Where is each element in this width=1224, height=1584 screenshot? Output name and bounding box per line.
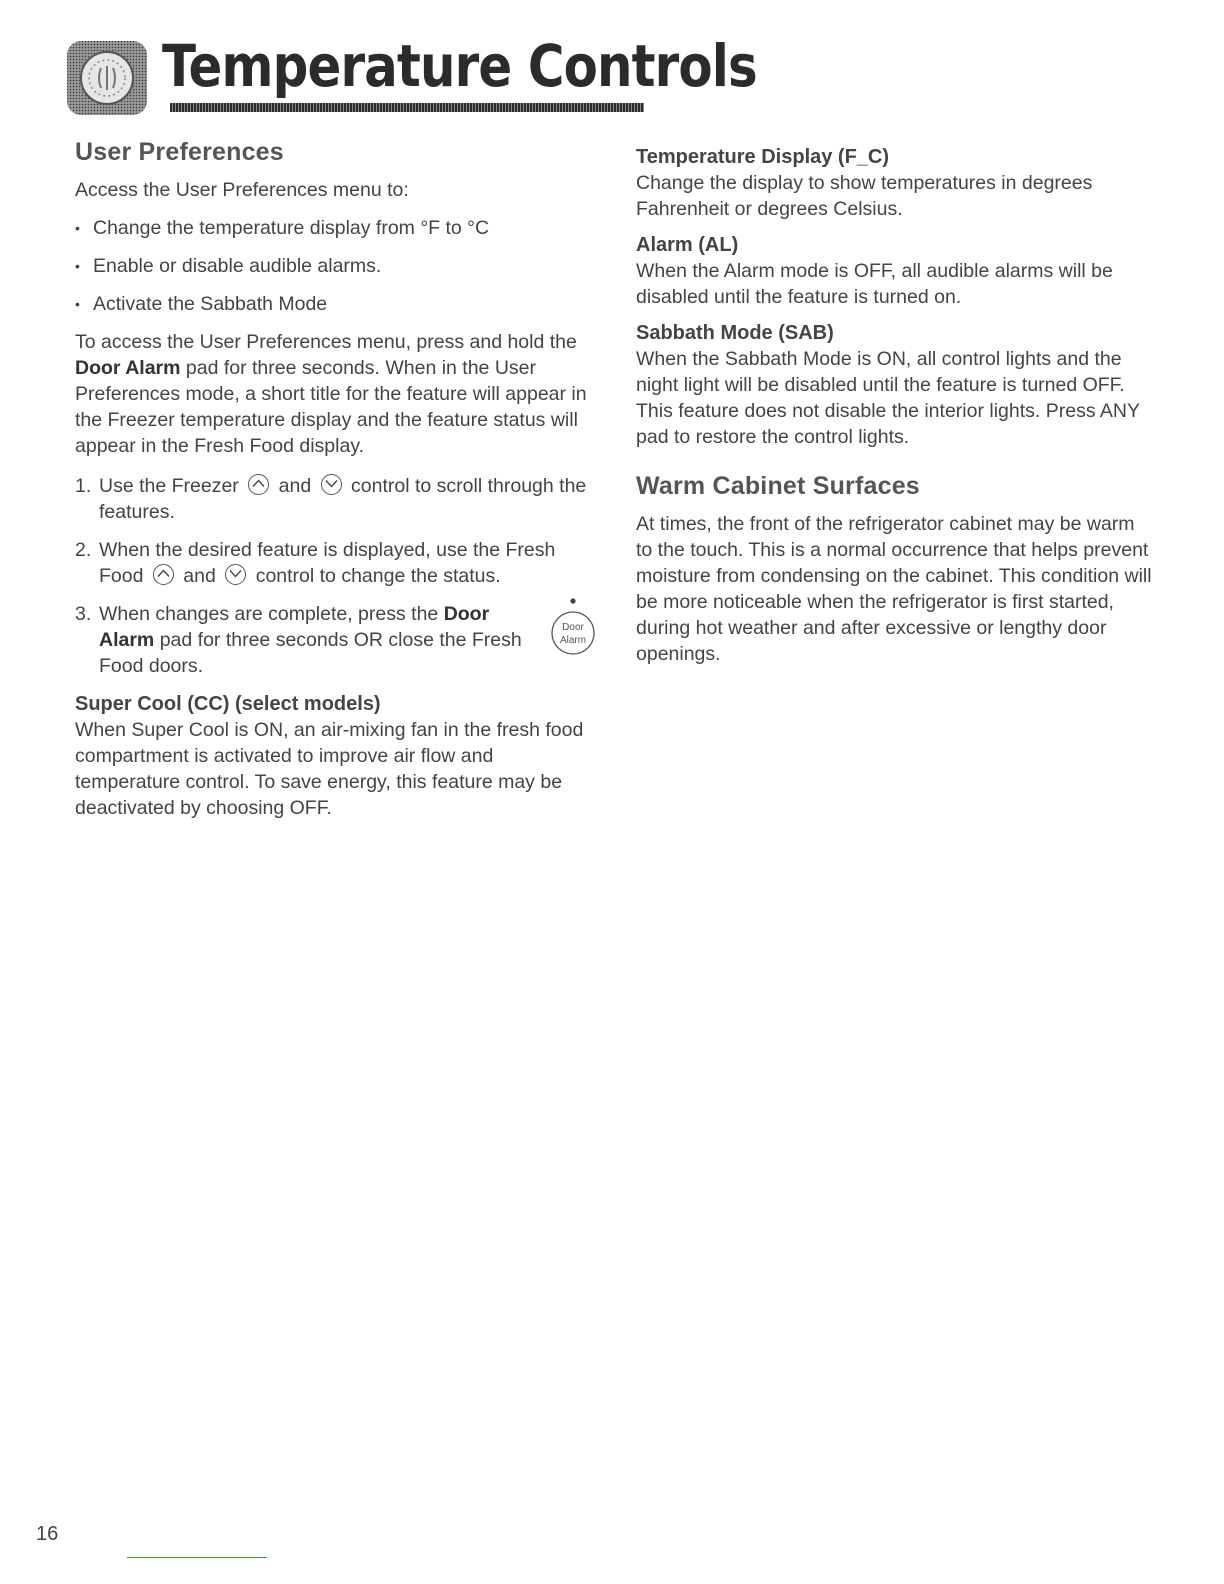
left-column	[75, 138, 595, 831]
title-underline	[170, 103, 644, 112]
step-item: 2. When the desired feature is displayed, use the Fresh Food and control to change the status.	[75, 539, 556, 587]
right-column	[636, 144, 1156, 667]
temperature-display-section	[636, 144, 1156, 222]
step-item: 3. When changes are complete, press the Door Alarm pad for three seconds OR close the Fresh Food doors. Door Alarm	[75, 601, 595, 679]
step-item: 1. Use the Freezer and control to scroll through the features.	[75, 475, 587, 523]
list-item: • Activate the Sabbath Mode	[75, 291, 595, 317]
super-cool-body: When Super Cool is ON, an air-mixing fan in the fresh food compartment is activated to improve air flow and temperature control. To save energy, this feature may be deactivated by choosing OFF.	[75, 719, 584, 819]
temperature-display-heading: Temperature Display (F_C)	[636, 146, 890, 168]
page-title: Temperature Controls	[162, 32, 757, 100]
super-cool-section	[75, 691, 595, 821]
page-number: 16	[36, 1523, 59, 1545]
super-cool-heading: Super Cool (CC) (select models)	[75, 693, 381, 715]
alarm-heading: Alarm (AL)	[636, 234, 739, 256]
warm-cabinet-body: At times, the front of the refrigerator cabinet may be warm to the touch. This is a normal occurrence that helps prevent moisture from condensing on the cabinet. This condition will be more noticeable when the refrigerator is first started, during hot weather and after excessive or lengthy door openings.	[636, 513, 1152, 665]
sabbath-body: When the Sabbath Mode is ON, all control lights and the night light will be disabled until the feature is turned OFF. This feature does not disable the interior lights. Press ANY pad to restore the control lights.	[636, 348, 1140, 448]
alarm-section	[636, 232, 1156, 310]
down-arrow-icon	[321, 474, 342, 495]
up-arrow-icon	[248, 474, 269, 495]
list-item: • Enable or disable audible alarms.	[75, 253, 595, 279]
user-preferences-intro: Access the User Preferences menu to:	[75, 179, 409, 201]
door-alarm-badge-line1: Door	[562, 622, 584, 633]
thermostat-dial-icon	[66, 40, 148, 116]
up-arrow-icon	[153, 564, 174, 585]
sabbath-heading: Sabbath Mode (SAB)	[636, 322, 834, 344]
steps-list	[75, 473, 595, 679]
alarm-body: When the Alarm mode is OFF, all audible alarms will be disabled until the feature is turned on.	[636, 260, 1113, 308]
warm-cabinet-heading: Warm Cabinet Surfaces	[636, 472, 920, 500]
access-instructions: To access the User Preferences menu, press and hold the Door Alarm pad for three seconds. When in the User Preferences mode, a short title for the feature will appear in the Freezer temperature display and the feature status will appear in the Fresh Food display.	[75, 331, 587, 457]
user-preferences-heading: User Preferences	[75, 138, 284, 166]
footer-rule	[127, 1557, 267, 1558]
page-header	[66, 32, 757, 116]
list-item: • Change the temperature display from °F to °C	[75, 215, 595, 241]
user-preferences-bullets	[75, 215, 595, 317]
door-alarm-label: Door Alarm	[75, 357, 181, 379]
door-alarm-button-icon	[545, 595, 601, 657]
door-alarm-badge-line2: Alarm	[559, 635, 587, 646]
down-arrow-icon	[225, 564, 246, 585]
temperature-display-body: Change the display to show temperatures in degrees Fahrenheit or degrees Celsius.	[636, 172, 1093, 220]
sabbath-section	[636, 320, 1156, 450]
